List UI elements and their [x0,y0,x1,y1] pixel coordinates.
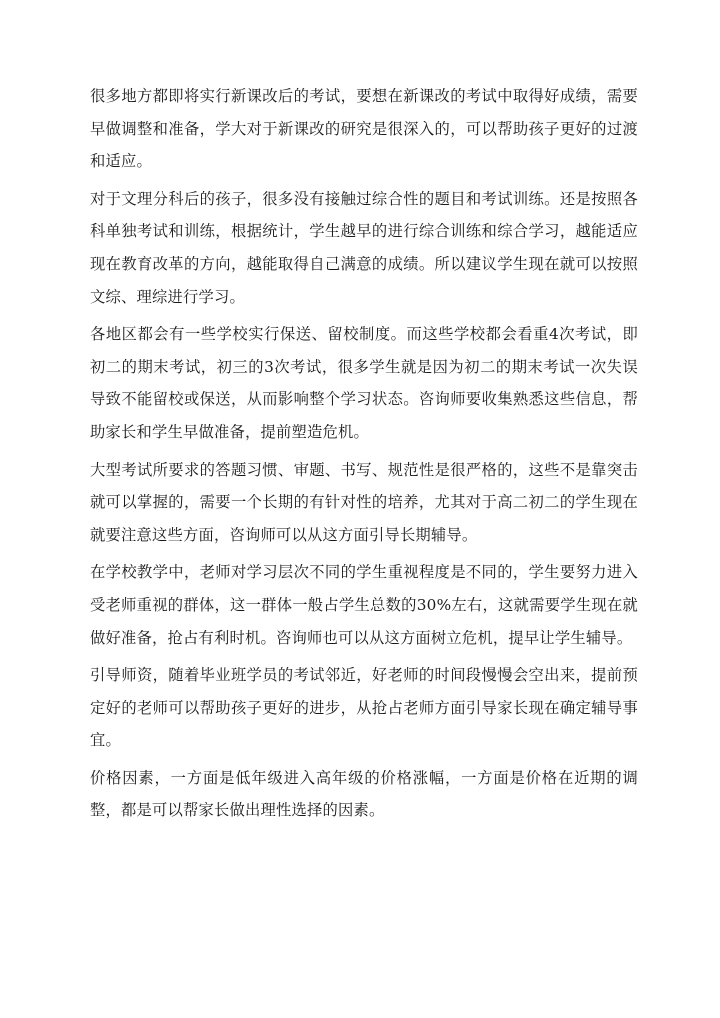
paragraph-2: 对于文理分科后的孩子，很多没有接触过综合性的题目和考试训练。还是按照各科单独考试和训练，根据统计，学生越早的进行综合训练和综合学习，越能适应现在教育改革的方向，越能取得自己满意的成绩。所以建议学生现在就可以按照文综、理综进行学习。 [90,189,638,306]
paragraph-4: 大型考试所要求的答题习惯、审题、书写、规范性是很严格的，这些不是靠突击就可以掌握的，需要一个长期的有针对性的培养，尤其对于高二初二的学生现在就要注意这些方面，咨询师可以从这方面引导长期辅导。 [90,460,638,544]
document-body [90,80,638,832]
paragraph-5: 在学校教学中，老师对学习层次不同的学生重视程度是不同的，学生要努力进入受老师重视的群体，这一群体一般占学生总数的30%左右，这就需要学生现在就做好准备，抢占有利时机。咨询师也可以从这方面树立危机，提早让学生辅导。 [90,563,638,647]
paragraph-7: 价格因素，一方面是低年级进入高年级的价格涨幅，一方面是价格在近期的调整，都是可以帮家长做出理性选择的因素。 [90,768,638,820]
paragraph-6: 引导师资，随着毕业班学员的考试邻近，好老师的时间段慢慢会空出来，提前预定好的老师可以帮助孩子更好的进步，从抢占老师方面引导家长现在确定辅导事宜。 [90,666,638,750]
paragraph-3: 各地区都会有一些学校实行保送、留校制度。而这些学校都会看重4次考试，即初二的期末考试，初三的3次考试，很多学生就是因为初二的期末考试一次失误导致不能留校或保送，从而影响整个学习状态。咨询师要收集熟悉这些信息，帮助家长和学生早做准备，提前塑造危机。 [90,325,638,441]
paragraph-1: 很多地方都即将实行新课改后的考试，要想在新课改的考试中取得好成绩，需要早做调整和准备，学大对于新课改的研究是很深入的，可以帮助孩子更好的过渡和适应。 [90,87,638,171]
